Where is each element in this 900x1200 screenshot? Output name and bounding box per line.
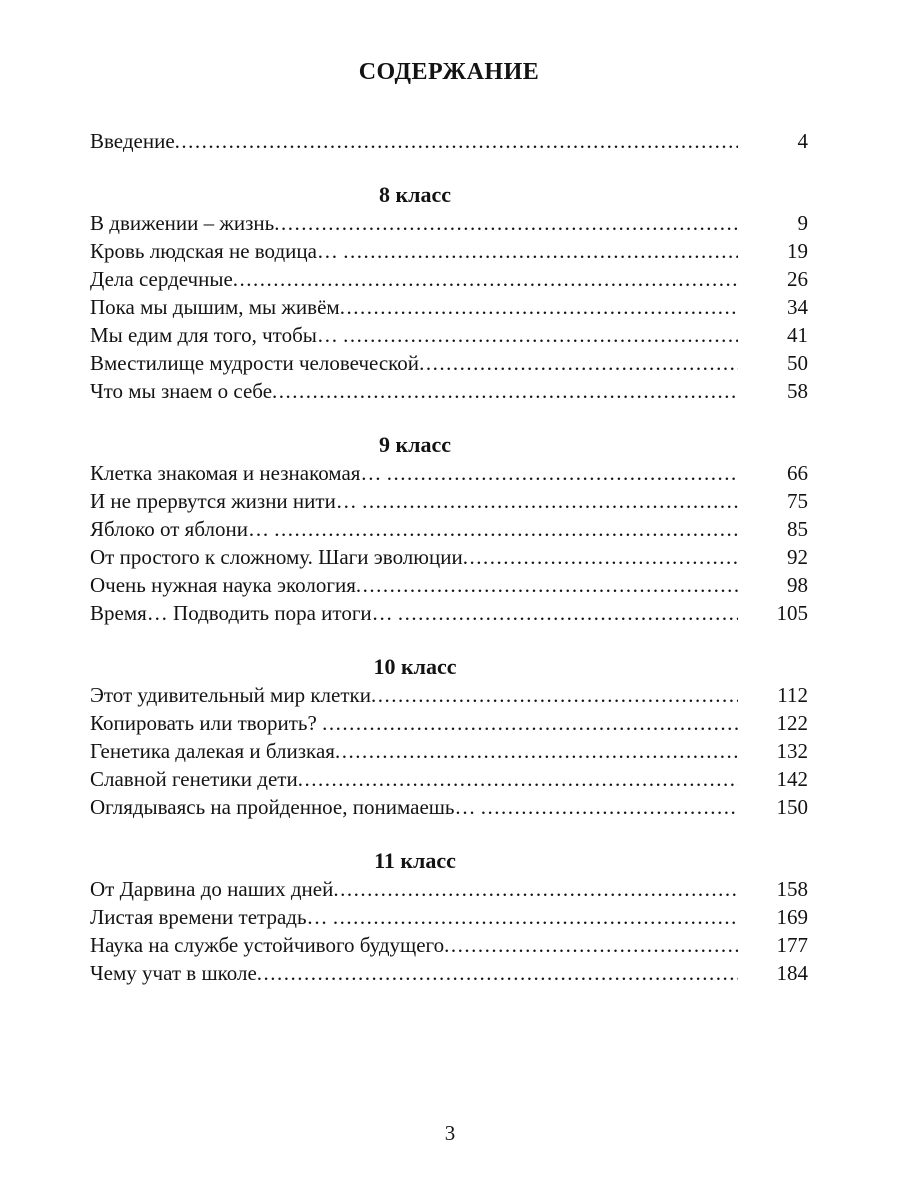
toc-entry-title: Дела сердечные [90, 267, 233, 291]
toc-entry [90, 321, 808, 349]
dot-leader [387, 459, 738, 487]
toc-entry-title: Яблоко от яблони… [90, 517, 275, 541]
toc-entry-title: Листая времени тетрадь… [90, 905, 333, 929]
toc-entry-title: И не прервутся жизни нити… [90, 489, 363, 513]
dot-leader [272, 377, 738, 405]
dot-leader [356, 571, 738, 599]
dot-leader [274, 515, 738, 543]
toc-entry [90, 793, 808, 821]
toc-entry-title: В движении – жизнь [90, 211, 275, 235]
toc-entry-title: Оглядываясь на пройденное, понимаешь… [90, 795, 481, 819]
toc-entry-page: 41 [787, 323, 808, 347]
toc-entry-page: 34 [787, 295, 808, 319]
toc-entry-title: Время… Подводить пора итоги… [90, 601, 398, 625]
toc-entry-page: 75 [787, 489, 808, 513]
dot-leader [274, 209, 738, 237]
toc-entry-page: 26 [787, 267, 808, 291]
toc-entry-title: Славной генетики дети [90, 767, 298, 791]
toc-entry-title: Генетика далекая и близкая [90, 739, 335, 763]
dot-leader [362, 487, 738, 515]
toc-entry-title: Очень нужная наука экология [90, 573, 356, 597]
section-heading: 8 класс [378, 182, 452, 207]
toc-entry-page: 66 [787, 461, 808, 485]
toc-entry-page: 142 [776, 767, 808, 791]
toc-entry-title: От простого к сложному. Шаги эволюции [90, 545, 463, 569]
toc-entry [90, 377, 808, 405]
toc-entry [90, 875, 808, 903]
toc-entry-page: 85 [787, 517, 808, 541]
toc-entry [90, 265, 808, 293]
dot-leader [322, 709, 738, 737]
toc-entry-page: 150 [776, 795, 808, 819]
toc-entry [90, 459, 808, 487]
toc-entry-page: 158 [776, 877, 808, 901]
toc-entry [90, 959, 808, 987]
toc-entry [90, 681, 808, 709]
toc-entry [90, 765, 808, 793]
toc-entry-title: Чему учат в школе [90, 961, 257, 985]
toc-entry-page: 98 [787, 573, 808, 597]
toc-entry-page: 105 [776, 601, 808, 625]
toc-list [90, 127, 808, 987]
dot-leader [343, 237, 738, 265]
toc-entry [90, 349, 808, 377]
toc-entry [90, 737, 808, 765]
dot-leader [371, 681, 738, 709]
toc-entry-title: От Дарвина до наших дней [90, 877, 334, 901]
dot-leader [333, 903, 738, 931]
toc-entry [90, 571, 808, 599]
toc-entry-page: 169 [776, 905, 808, 929]
page-title: СОДЕРЖАНИЕ [358, 59, 540, 85]
dot-leader [463, 543, 738, 571]
toc-entry [90, 903, 808, 931]
section-heading: 11 класс [374, 848, 456, 873]
toc-entry-page: 112 [777, 683, 808, 707]
toc-entry [90, 237, 808, 265]
toc-entry-title: Мы едим для того, чтобы… [90, 323, 344, 347]
toc-entry [90, 515, 808, 543]
toc-entry [90, 931, 808, 959]
toc-entry-title: Что мы знаем о себе [90, 379, 273, 403]
section-heading: 9 класс [378, 432, 452, 457]
dot-leader [340, 293, 738, 321]
toc-entry-title: Кровь людская не водица… [90, 239, 344, 263]
toc-entry [90, 209, 808, 237]
dot-leader [298, 765, 738, 793]
toc-entry-title: Копировать или творить? [90, 711, 323, 735]
section-heading: 10 класс [373, 654, 457, 679]
toc-entry-page: 19 [787, 239, 808, 263]
toc-entry-page: 58 [787, 379, 808, 403]
toc-entry [90, 709, 808, 737]
toc-entry-page: 122 [776, 711, 808, 735]
dot-leader [419, 349, 738, 377]
toc-entry-title: Этот удивительный мир клетки [90, 683, 371, 707]
dot-leader [233, 265, 738, 293]
dot-leader [333, 875, 738, 903]
toc-entry-page: 92 [787, 545, 808, 569]
toc-entry-title: Наука на службе устойчивого будущего [90, 933, 445, 957]
toc-entry-page: 177 [776, 933, 808, 957]
dot-leader [444, 931, 738, 959]
toc-entry-title: Клетка знакомая и незнакомая… [90, 461, 387, 485]
dot-leader [481, 793, 738, 821]
toc-entry [90, 127, 808, 155]
toc-entry [90, 599, 808, 627]
toc-entry [90, 543, 808, 571]
toc-entry-page: 9 [797, 211, 808, 235]
toc-entry-title: Введение [90, 129, 175, 153]
toc-entry [90, 487, 808, 515]
dot-leader [335, 737, 738, 765]
toc-entry-page: 184 [776, 961, 808, 985]
toc-entry-title: Пока мы дышим, мы живём [90, 295, 340, 319]
dot-leader [343, 321, 738, 349]
dot-leader [175, 127, 738, 155]
toc-entry [90, 293, 808, 321]
toc-entry-page: 132 [776, 739, 808, 763]
toc-entry-page: 4 [797, 129, 808, 153]
dot-leader [398, 599, 738, 627]
dot-leader [257, 959, 738, 987]
toc-entry-page: 50 [787, 351, 808, 375]
footer-page-number: 3 [444, 1121, 456, 1145]
toc-entry-title: Вместилище мудрости человеческой [90, 351, 420, 375]
